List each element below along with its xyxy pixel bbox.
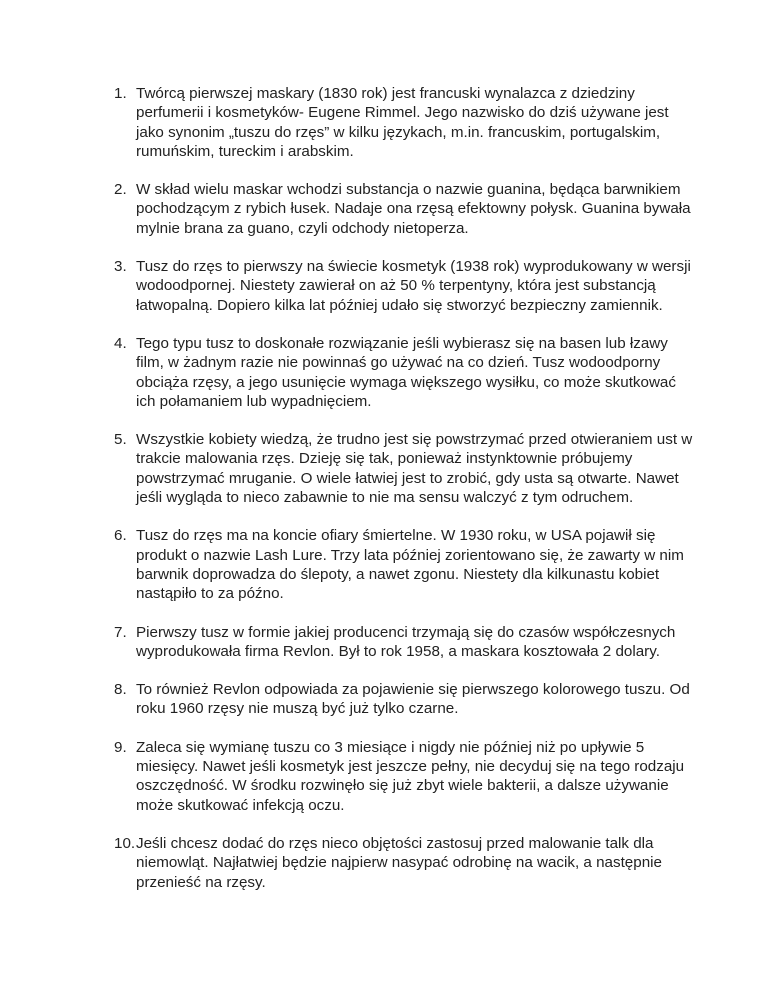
fact-item	[114, 334, 694, 411]
fact-number: 10.	[114, 834, 136, 852]
fact-number: 8.	[114, 681, 127, 699]
fact-number: 1.	[114, 85, 127, 102]
fact-item	[114, 623, 694, 662]
fact-item	[114, 834, 694, 892]
fact-text: Tusz do rzęs to pierwszy na świecie kosmetyk (1938 rok) wyprodukowany w wersji wodoodpornej. Niestety zawierał on aż 50 % terpentyny, która jest substancją łatwopalną. Dopiero kilka lat później udało się stworzyć bezpieczny zamiennik.	[136, 258, 691, 314]
fact-number: 3.	[114, 258, 127, 276]
fact-number: 9.	[114, 738, 127, 756]
fact-item	[114, 430, 694, 507]
fact-text: Jeśli chcesz dodać do rzęs nieco objętości zastosuj przed malowanie talk dla niemowląt. Najłatwiej będzie najpierw nasypać odrobinę na wacik, a następnie przenieść na rzęsy.	[136, 834, 662, 891]
fact-number: 2.	[114, 181, 127, 199]
fact-item	[114, 180, 694, 238]
facts-list	[114, 84, 694, 911]
fact-text: Tego typu tusz to doskonałe rozwiązanie jeśli wybierasz się na basen lub łzawy film, w żadnym razie nie powinnaś go używać na co dzień. Tusz wodoodporny obciąża rzęsy, a jego usunięcie wymaga większego wysiłku, co może skutkować ich połamaniem lub wypadnięciem.	[136, 334, 676, 410]
fact-item	[114, 680, 694, 719]
fact-text: W skład wielu maskar wchodzi substancja o nazwie guanina, będąca barwnikiem pochodzącym z rybich łusek. Nadaje ona rzęsą efektowny połysk. Guanina bywała mylnie brana za guano, czyli odchody nietoperza.	[136, 181, 691, 237]
fact-text: Twórcą pierwszej maskary (1830 rok) jest francuski wynalazca z dziedziny perfumerii i kosmetyków- Eugene Rimmel. Jego nazwisko do dziś używane jest jako synonim „tuszu do rzęs” w kilku językach, m.in. francuskim, portugalskim, rumuńskim, tureckim i arabskim.	[136, 85, 669, 160]
fact-text: To również Revlon odpowiada za pojawienie się pierwszego kolorowego tuszu. Od roku 1960 rzęsy nie muszą być już tylko czarne.	[136, 681, 690, 718]
fact-item	[114, 526, 694, 603]
fact-item	[114, 84, 694, 161]
fact-text: Pierwszy tusz w formie jakiej producenci trzymają się do czasów współczesnych wyprodukowała firma Revlon. Był to rok 1958, a maskara kosztowała 2 dolary.	[136, 623, 676, 660]
fact-text: Wszystkie kobiety wiedzą, że trudno jest się powstrzymać przed otwieraniem ust w trakcie malowania rzęs. Dzieję się tak, ponieważ instynktownie próbujemy powstrzymać mruganie. O wiele łatwiej jest to zrobić, gdy usta są otwarte. Nawet jeśli wygląda to nieco zabawnie to nie ma sensu walczyć z tym odruchem.	[136, 431, 693, 507]
fact-item	[114, 257, 694, 315]
fact-text: Zaleca się wymianę tuszu co 3 miesiące i nigdy nie później niż po upływie 5 miesięcy. Nawet jeśli kosmetyk jest jeszcze pełny, nie decyduj się na tego rodzaju oszczędność. W środku rozwinęło się już zbyt wiele bakterii, a dalsze używanie może skutkować infekcją oczu.	[136, 738, 685, 814]
fact-number: 7.	[114, 623, 127, 641]
fact-number: 4.	[114, 334, 127, 352]
fact-number: 6.	[114, 527, 127, 545]
fact-item	[114, 738, 694, 815]
fact-text: Tusz do rzęs ma na koncie ofiary śmiertelne. W 1930 roku, w USA pojawił się produkt o nazwie Lash Lure. Trzy lata później zorientowano się, że zawarty w nim barwnik doprowadza do ślepoty, a nawet zgonu. Niestety dla kilkunastu kobiet nastąpiło to za późno.	[136, 527, 684, 603]
fact-number: 5.	[114, 431, 127, 449]
